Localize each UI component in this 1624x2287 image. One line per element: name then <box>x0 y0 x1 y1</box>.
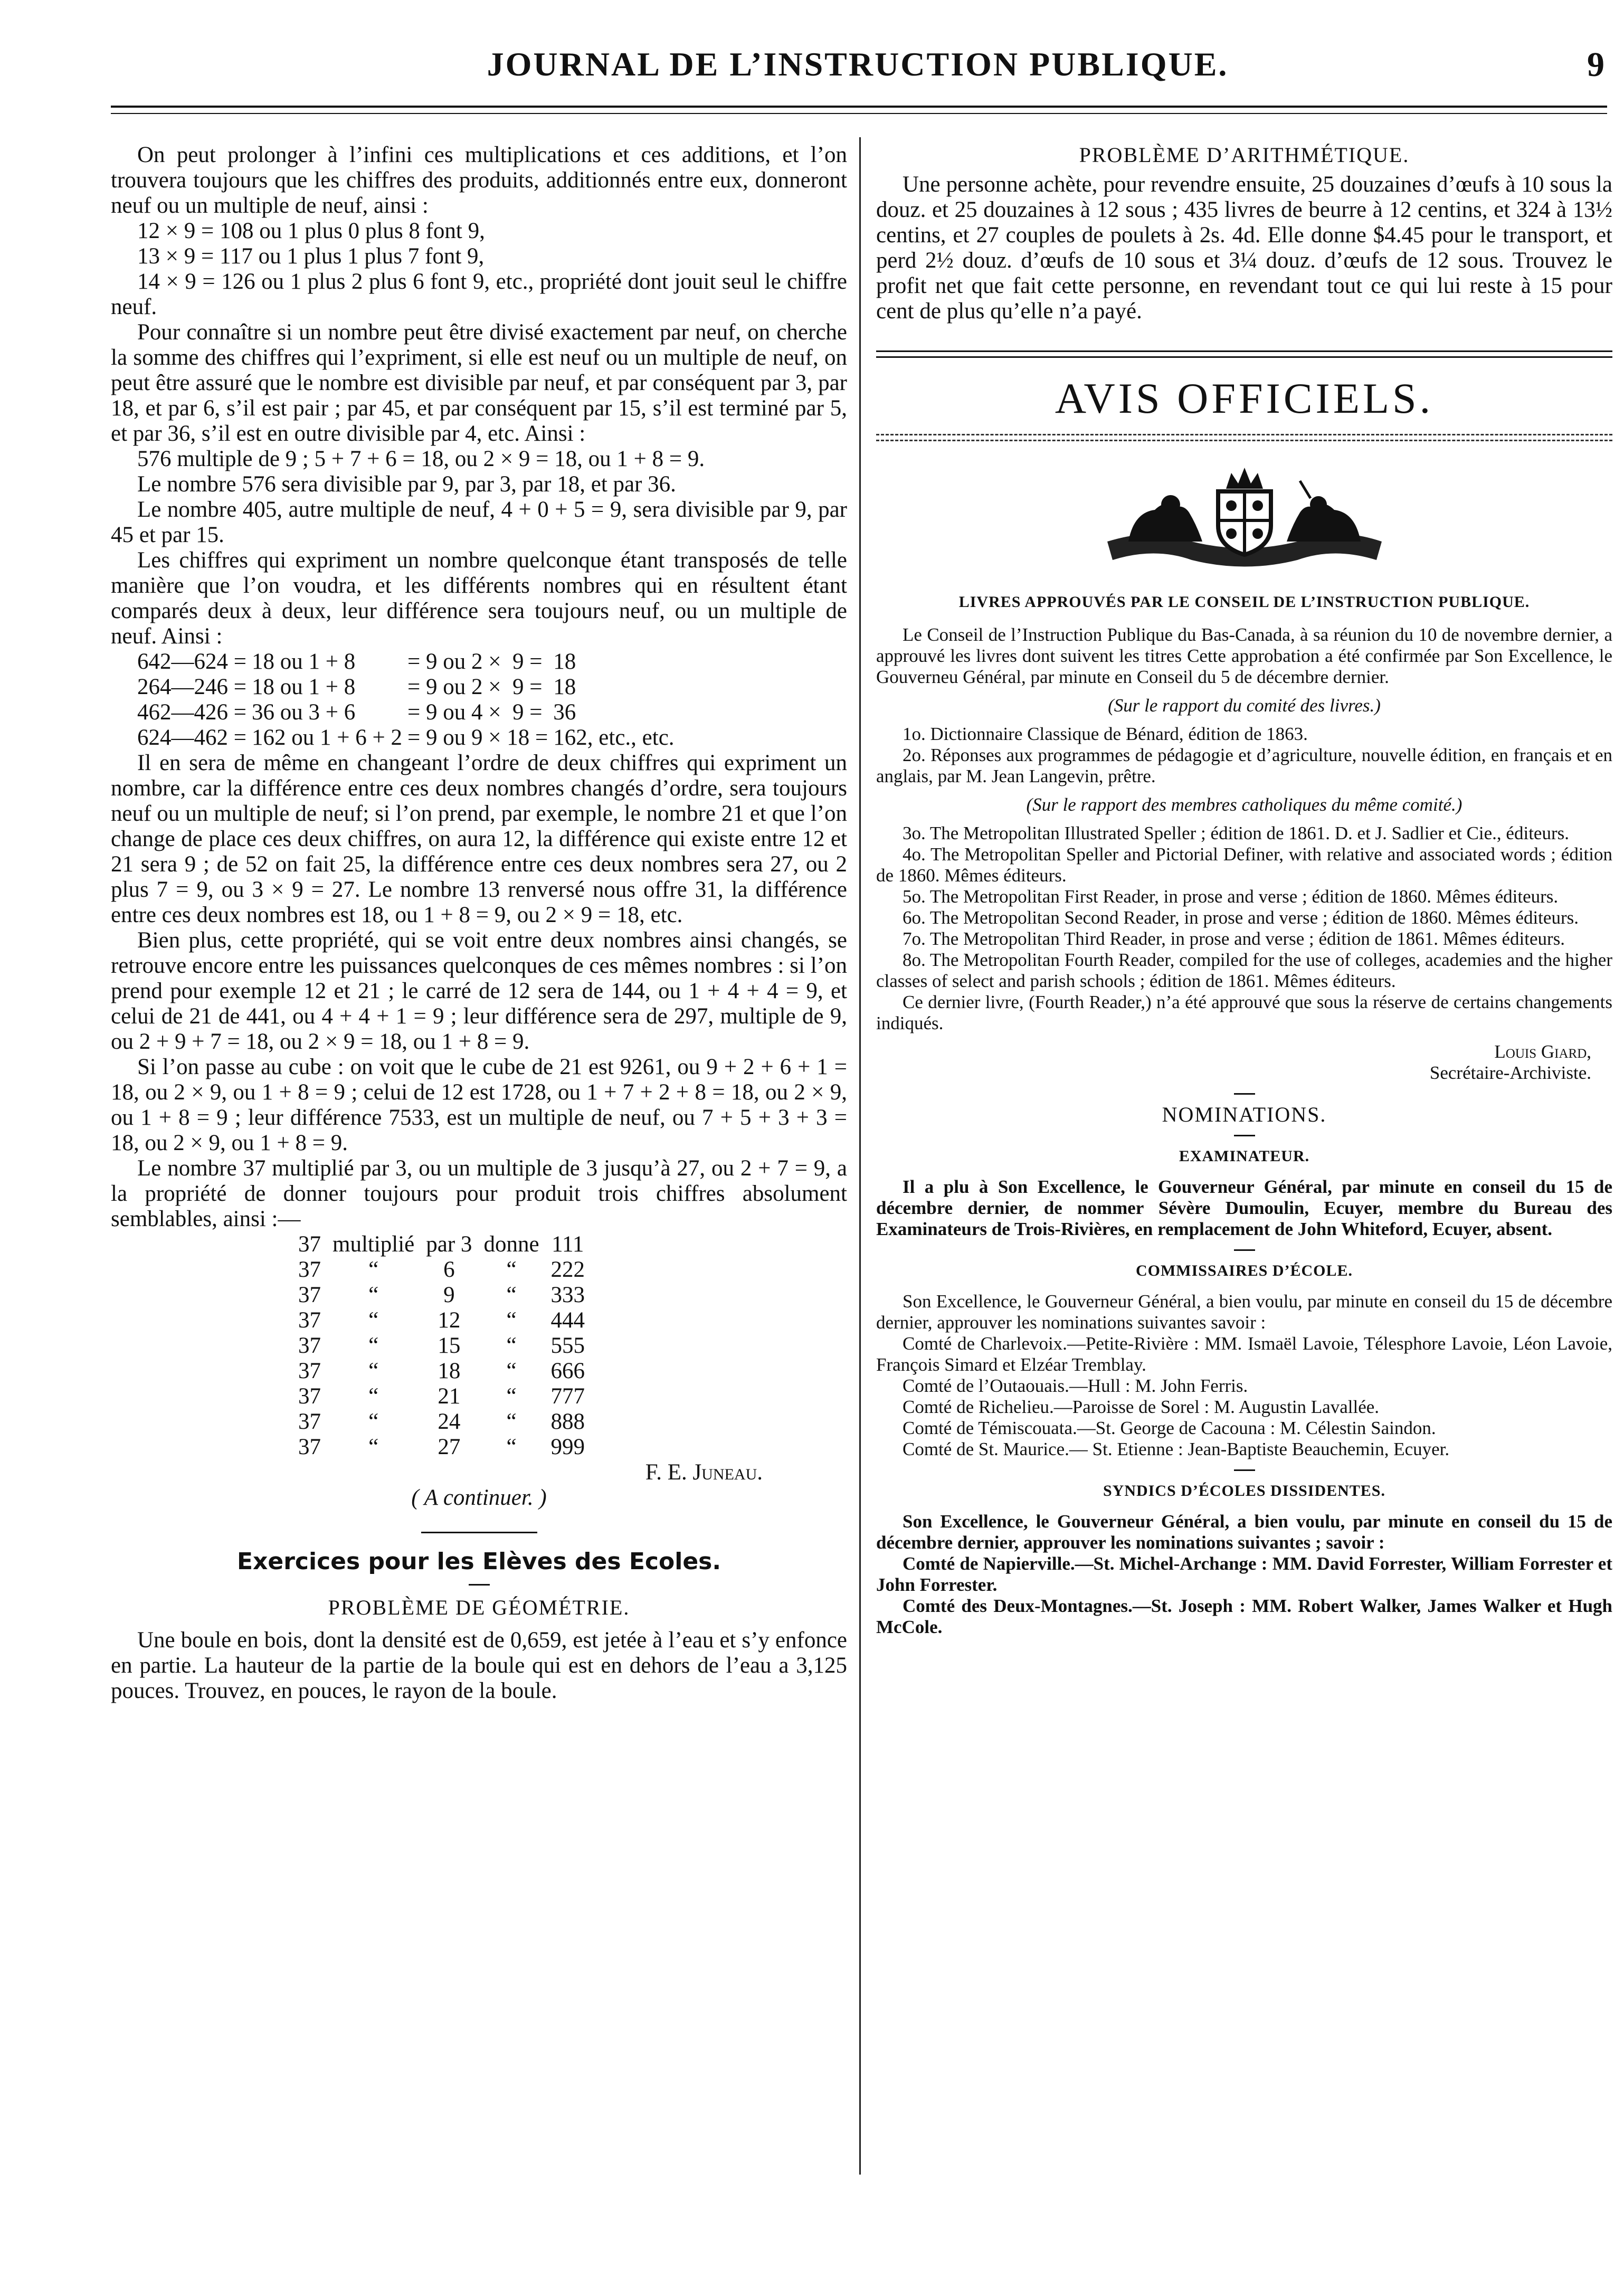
section-rule <box>421 1532 537 1533</box>
dash-separator <box>1234 1469 1255 1471</box>
signatory-name: Louis Giard, <box>1494 1041 1591 1062</box>
arithmetic-problem-text: Une personne achète, pour revendre ensuite, 25 douzaines d’œufs à 10 sous la douz. et 25 douzaines à 12 sous ; 435 livres de beurre à 12 centins, et 324 à 13½ centins, et 27 couples de poulets à 2s. 4d. Elle donne $4.45 pour le transport, et perd 2½ douz. d’œufs de 10 sous et 3¼ douz. d’œufs de 12 sous. Trouvez le profit net que fait cette personne, en revendant tout ce qui lui reste à 15 pour cent de plus qu’elle n’a payé. <box>876 172 1612 324</box>
table-cell: 37 <box>298 1257 321 1282</box>
approved-books-intro: Le Conseil de l’Instruction Publique du Bas-Canada, à sa réunion du 10 de novembre dernier, a approuvé les livres dont suivent les titres Cette approbation a été confirmée par Son Excellence, le Gouverneu Général, par minute en Conseil du 5 de décembre dernier. <box>876 624 1612 687</box>
table-cell: 462—426 = <box>137 700 247 725</box>
school-commissioners-heading: COMMISSAIRES D’ÉCOLE. <box>1135 1262 1353 1279</box>
table-row <box>298 1409 596 1435</box>
table-row <box>298 1283 596 1308</box>
page-number: 9 <box>1587 45 1604 84</box>
equation-line: 12 × 9 = 108 ou 1 plus 0 plus 8 font 9, <box>137 219 485 243</box>
table-cell: 21 <box>438 1384 461 1409</box>
table-cell: “ <box>506 1409 517 1434</box>
column-divider <box>859 137 861 2175</box>
paragraph-intro: On peut prolonger à l’infini ces multiplications et ces additions, et l’on trouvera toujours que les chiffres des produits, additionnés entre eux, donneront neuf ou un multiple de neuf, ainsi : <box>111 143 847 218</box>
paragraph-divisibility: Pour connaître si un nombre peut être divisé exactement par neuf, on cherche la somme des chiffres qui l’expriment, si elle est neuf ou un multiple de neuf, on peut être assuré que le nombre est divisible par neuf, et par conséquent par 3, par 18, et par 6, s’il est pair ; par 45, et par conséquent par 15, s’il est terminé par 5, et par 36, s’il est en outre divisible par 4, etc. Ainsi : <box>111 320 847 446</box>
dash-separator <box>1234 1093 1255 1095</box>
fourth-reader-reserve: Ce dernier livre, (Fourth Reader,) n’a été approuvé que sous la réserve de certains changements indiqués. <box>876 992 1612 1033</box>
paragraph-cube: Si l’on passe au cube : on voit que le cube de 21 est 9261, ou 9 + 2 + 6 + 1 = 18, ou 2 × 9, ou 1 + 8 = 9 ; celui de 12 est 1728, ou 1 + 7 + 2 + 8 = 18, ou 2 × 9, ou 1 + 8 = 9 ; leur différence 7533, est un multiple de neuf, ou 7 + 5 + 3 + 3 = 18, ou 2 × 9, ou 1 + 8 = 9. <box>111 1055 847 1155</box>
table-cell: 333 <box>550 1283 585 1307</box>
left-column <box>111 143 847 1704</box>
journal-title: JOURNAL DE L’INSTRUCTION PUBLIQUE. <box>487 45 1229 83</box>
paragraph-example: Le nombre 576 sera divisible par 9, par 3, par 18, et par 36. <box>137 472 676 497</box>
table-cell: = 9 ou 2 × 9 = <box>407 649 543 674</box>
table-cell: “ <box>368 1409 379 1434</box>
right-column <box>876 143 1612 1638</box>
equation-line: 14 × 9 = 126 ou 1 plus 2 plus 6 font 9, etc., propriété dont jouit seul le chiffre neuf. <box>111 269 847 319</box>
table-cell: 222 <box>550 1257 585 1282</box>
examiner-heading: EXAMINATEUR. <box>1179 1147 1310 1165</box>
paragraph-example: Le nombre 405, autre multiple de neuf, 4 + 0 + 5 = 9, sera divisible par 9, par 45 et par 15. <box>111 497 847 547</box>
catholic-members-note: (Sur le rapport des membres catholiques du même comité.) <box>1026 794 1462 815</box>
table-cell: 642—624 = <box>137 649 247 674</box>
table-cell: 18 <box>553 675 576 699</box>
trustee-entry: Comté de Napierville.—St. Michel-Archange : MM. David Forrester, William Forrester et John Forrester. <box>876 1553 1612 1595</box>
book-item: 5o. The Metropolitan First Reader, in prose and verse ; édition de 1860. Mêmes éditeurs. <box>903 886 1559 907</box>
table-cell: 15 <box>438 1333 461 1358</box>
book-item: 1o. Dictionnaire Classique de Bénard, édition de 1863. <box>903 724 1308 744</box>
table-cell: multiplié <box>333 1232 415 1257</box>
table-cell: 37 <box>298 1232 321 1257</box>
header-rule-top <box>111 106 1607 108</box>
table-cell: “ <box>506 1333 517 1358</box>
table-cell: “ <box>506 1359 517 1383</box>
table-cell: 37 <box>298 1283 321 1307</box>
approved-books-heading: LIVRES APPROUVÉS PAR LE CONSEIL DE L’INSTRUCTION PUBLIQUE. <box>958 593 1530 611</box>
paragraph-thirty-seven: Le nombre 37 multiplié par 3, ou un multiple de 3 jusqu’à 27, ou 2 + 7 = 9, a la propriété de donner toujours pour produit trois chiffres absolument semblables, ainsi :— <box>111 1156 847 1231</box>
paragraph-powers: Bien plus, cette propriété, qui se voit entre deux nombres ainsi changés, se retrouve encore entre les puissances quelconques de ces mêmes nombres : si l’on prend pour exemple 12 et 21 ; le carré de 12 sera de 144, ou 1 + 4 + 4 = 9, et celui de 21 de 441, ou 4 + 4 + 1 = 9 ; leur différence sera de 297, multiple de 9, ou 2 + 9 + 7 = 18, ou 2 × 9 = 18, ou 1 + 8 = 9. <box>111 928 847 1054</box>
table-cell: 37 <box>298 1308 321 1333</box>
table-cell: 162 ou 1 + 6 + 2 <box>252 725 403 750</box>
table-cell: 264—246 = <box>137 675 247 699</box>
equation-line: 13 × 9 = 117 ou 1 plus 1 plus 7 font 9, <box>137 244 485 269</box>
table-cell: “ <box>368 1283 379 1307</box>
dotted-rule <box>876 440 1612 441</box>
official-notices-title: AVIS OFFICIELS. <box>1055 374 1434 422</box>
commissioner-entry: Comté de Richelieu.—Paroisse de Sorel : M. Augustin Lavallée. <box>903 1397 1380 1417</box>
commissioner-entry: Comté de Témiscouata.—St. George de Cacouna : M. Célestin Saindon. <box>903 1418 1436 1438</box>
table-row <box>137 700 680 725</box>
exercises-heading: Exercices pour les Elèves des Ecoles. <box>236 1548 721 1575</box>
table-cell: “ <box>368 1384 379 1409</box>
table-cell: 18 ou 1 + 8 <box>252 675 356 699</box>
table-row <box>137 649 680 675</box>
trustee-entry: Comté des Deux-Montagnes.—St. Joseph : MM. Robert Walker, James Walker et Hugh McCole. <box>876 1596 1612 1637</box>
table-row <box>298 1257 596 1283</box>
commissioner-entry: Comté de l’Outaouais.—Hull : M. John Ferris. <box>903 1375 1248 1396</box>
book-item: 6o. The Metropolitan Second Reader, in prose and verse ; édition de 1860. Mêmes éditeurs. <box>903 907 1579 928</box>
table-cell: 12 <box>438 1308 461 1333</box>
multiplication-table <box>298 1232 596 1460</box>
table-cell: 37 <box>298 1409 321 1434</box>
table-cell: 37 <box>298 1384 321 1409</box>
examiner-text: Il a plu à Son Excellence, le Gouverneur Général, par minute en conseil du 15 de décembre dernier, de nommer Sévère Dumoulin, Ecuyer, membre du Bureau des Examinateurs de Trois-Rivières, en remplacement de John Whiteford, Ecuyer, absent. <box>876 1176 1612 1239</box>
table-row <box>298 1232 596 1257</box>
paragraph-example: 576 multiple de 9 ; 5 + 7 + 6 = 18, ou 2 × 9 = 18, ou 1 + 8 = 9. <box>137 447 705 471</box>
table-cell: 18 ou 1 + 8 <box>252 649 356 674</box>
table-cell: “ <box>506 1283 517 1307</box>
table-cell: 555 <box>550 1333 585 1358</box>
table-cell: 6 <box>443 1257 455 1282</box>
table-cell: 36 ou 3 + 6 <box>252 700 356 725</box>
table-row <box>298 1308 596 1333</box>
arithmetic-problem-heading: PROBLÈME D’ARITHMÉTIQUE. <box>1079 143 1410 167</box>
table-cell: “ <box>368 1308 379 1333</box>
table-cell: “ <box>368 1333 379 1358</box>
books-committee-note: (Sur le rapport du comité des livres.) <box>1108 695 1381 716</box>
table-cell: 624—462 = <box>137 725 247 750</box>
dissident-trustees-heading: SYNDICS D’ÉCOLES DISSIDENTES. <box>1103 1482 1385 1500</box>
geometry-problem-heading: PROBLÈME DE GÉOMÉTRIE. <box>328 1596 630 1619</box>
commissioner-entry: Comté de St. Maurice.— St. Etienne : Jean-Baptiste Beauchemin, Ecuyer. <box>903 1439 1450 1459</box>
table-cell: “ <box>368 1257 379 1282</box>
table-cell: 999 <box>550 1435 585 1459</box>
table-cell: par 3 <box>426 1232 472 1257</box>
header-rule-bottom <box>111 113 1607 114</box>
table-cell: 27 <box>438 1435 461 1459</box>
table-cell: 37 <box>298 1333 321 1358</box>
table-cell: 888 <box>550 1409 585 1434</box>
dotted-rule <box>876 434 1612 435</box>
table-cell: = 9 ou 9 × 18 = <box>407 725 548 750</box>
table-row <box>298 1333 596 1359</box>
paragraph-order: Il en sera de même en changeant l’ordre de deux chiffres qui expriment un nombre, car la différence entre ces deux nombres changés d’ordre, sera toujours neuf ou un multiple de neuf; si l’on prend, par exemple, le nombre 21 et que l’on change de place ces deux chiffres, on aura 12, la différence qui existe entre 12 et 21 sera 9 ; de 52 on fait 25, la différence entre ces deux nombres sera 27, ou 2 plus 7 = 9, ou 3 × 9 = 27. Le nombre 13 renversé nous offre 31, la différence entre ces deux nombres est 18, ou 1 + 8 = 9, ou 2 × 9 = 18, etc. <box>111 751 847 927</box>
coat-of-arms <box>876 462 1612 576</box>
table-cell: 18 <box>553 649 576 674</box>
dash-separator <box>1234 1135 1255 1136</box>
dash-separator <box>1234 1249 1255 1251</box>
table-cell: 162, etc., etc. <box>553 725 675 750</box>
table-cell: 666 <box>550 1359 585 1383</box>
commissioners-intro: Son Excellence, le Gouverneur Général, a bien voulu, par minute en conseil du 15 de décembre dernier, approuver les nominations suivantes savoir : <box>876 1291 1612 1333</box>
book-item: 8o. The Metropolitan Fourth Reader, compiled for the use of colleges, academies and the higher classes of select and parish schools ; édition de 1861. Mêmes éditeurs. <box>876 950 1612 991</box>
table-cell: “ <box>506 1308 517 1333</box>
book-item: 3o. The Metropolitan Illustrated Speller ; édition de 1861. D. et J. Sadlier et Cie., éditeurs. <box>903 823 1569 843</box>
dash-separator <box>469 1584 490 1586</box>
table-cell: 36 <box>553 700 576 725</box>
table-row <box>298 1359 596 1384</box>
author-signature: F. E. Juneau. <box>645 1460 763 1485</box>
to-be-continued: ( A continuer. ) <box>411 1485 547 1510</box>
table-cell: = 9 ou 2 × 9 = <box>407 675 543 699</box>
commissioner-entry: Comté de Charlevoix.—Petite-Rivière : MM. Ismaël Lavoie, Télesphore Lavoie, Léon Lavoie, François Simard et Elzéar Tremblay. <box>876 1333 1612 1375</box>
table-row <box>137 675 680 700</box>
table-row <box>137 725 680 751</box>
book-item: 4o. The Metropolitan Speller and Pictorial Definer, with relative and associated words ; édition de 1860. Mêmes éditeurs. <box>876 844 1612 886</box>
table-cell: “ <box>506 1384 517 1409</box>
table-cell: “ <box>506 1435 517 1459</box>
rule <box>876 356 1612 358</box>
difference-table <box>137 649 680 751</box>
table-cell: 444 <box>550 1308 585 1333</box>
rule <box>876 350 1612 352</box>
table-cell: = 9 ou 4 × 9 = <box>407 700 543 725</box>
nominations-heading: NOMINATIONS. <box>1162 1103 1327 1126</box>
table-row <box>298 1435 596 1460</box>
book-item: 7o. The Metropolitan Third Reader, in prose and verse ; édition de 1861. Mêmes éditeurs. <box>903 928 1565 949</box>
table-cell: 37 <box>298 1359 321 1383</box>
table-cell: donne <box>483 1232 539 1257</box>
table-cell: 18 <box>438 1359 461 1383</box>
table-cell: “ <box>506 1257 517 1282</box>
table-cell: “ <box>368 1435 379 1459</box>
book-item: 2o. Réponses aux programmes de pédagogie et d’agriculture, nouvelle édition, en français et en anglais, par M. Jean Langevin, prêtre. <box>876 745 1612 786</box>
coat-of-arms-icon <box>1097 462 1392 573</box>
page-header <box>111 45 1604 103</box>
trustees-intro: Son Excellence, le Gouverneur Général, a bien voulu, par minute en conseil du 15 de décembre dernier, approuver les nominations suivantes ; savoir : <box>876 1511 1612 1553</box>
signatory-title: Secrétaire-Archiviste. <box>1429 1062 1591 1083</box>
table-cell: 24 <box>438 1409 461 1434</box>
table-cell: 111 <box>552 1232 584 1257</box>
avis-top-rules <box>876 350 1612 358</box>
table-cell: 37 <box>298 1435 321 1459</box>
table-cell: 777 <box>550 1384 585 1409</box>
table-cell: “ <box>368 1359 379 1383</box>
geometry-problem-text: Une boule en bois, dont la densité est de 0,659, est jetée à l’eau et s’y enfonce en partie. La hauteur de la partie de la boule qui est en dehors de l’eau a 3,125 pouces. Trouvez, en pouces, le rayon de la boule. <box>111 1628 847 1703</box>
table-cell: 9 <box>443 1283 455 1307</box>
table-row <box>298 1384 596 1409</box>
paragraph-transposition: Les chiffres qui expriment un nombre quelconque étant transposés de telle manière que l’on voudra, et les différents nombres qui en résultent étant comparés deux à deux, leur différence sera toujours neuf, ou un multiple de neuf. Ainsi : <box>111 548 847 649</box>
